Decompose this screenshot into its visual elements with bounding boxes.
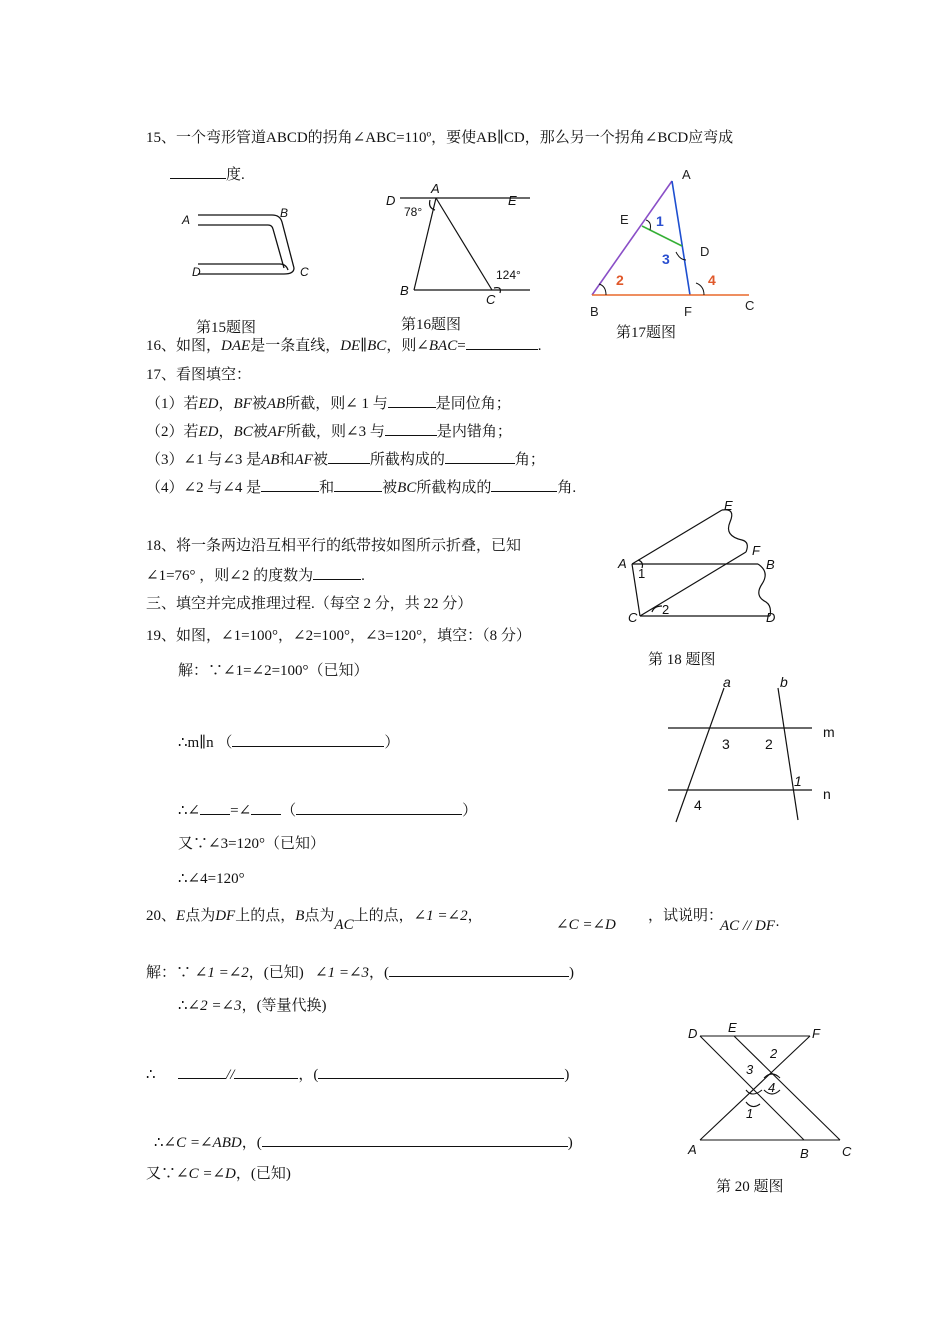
fig18-label-d: D [766, 610, 776, 625]
q16-line: 16、如图，DAE是一条直线，DE∥BC，则∠BAC= . [146, 335, 541, 356]
fig20-label-b: B [800, 1146, 809, 1161]
q17-3a-blank[interactable] [328, 449, 370, 464]
q20-statement: 20、E点为DF上的点，B点为AC上的点，∠1 =∠2， [146, 908, 483, 933]
fig16-label-c: C [486, 292, 496, 307]
figure-17 [584, 164, 764, 324]
fig17-label-f: F [684, 304, 692, 319]
fig19-num-1: 1 [794, 773, 802, 789]
q20-step3: ∴ // ，( ) [146, 1064, 569, 1085]
fig15-label-b: B [280, 206, 289, 220]
q20-step4: ∴∠C =∠ABD，( ) [154, 1132, 573, 1153]
fig17-label-a: A [682, 167, 691, 182]
fig16-angle-78: 78° [404, 205, 423, 219]
fig19-label-a: a [723, 674, 731, 690]
fig18-label-a: A [618, 556, 627, 571]
fig18-caption: 第 18 题图 [648, 652, 716, 668]
q20-step2: ∴∠2 =∠3，(等量代换) [178, 998, 327, 1014]
q17-2-blank[interactable] [385, 421, 437, 436]
q17-1-blank[interactable] [388, 393, 436, 408]
fig16-caption: 第16题图 [401, 317, 462, 333]
q19-reason1-blank[interactable] [232, 732, 384, 747]
fig18-num-1: 1 [638, 566, 646, 581]
q16-answer-blank[interactable] [466, 335, 538, 350]
figure-15 [176, 198, 326, 288]
q20-step5: 又∵∠C =∠D，(已知) [146, 1166, 291, 1182]
fig17-label-b: B [590, 304, 599, 319]
fig17-caption: 第17题图 [616, 325, 677, 341]
q20-line-a-blank[interactable] [178, 1064, 226, 1079]
fig20-num-2: 2 [770, 1046, 778, 1061]
figure-20 [680, 1018, 860, 1164]
figure-16 [380, 178, 540, 308]
q17-line2: （2）若ED，BC被AF所截，则∠3 与 是内错角； [146, 421, 512, 442]
q20-reason2-blank[interactable] [318, 1064, 564, 1079]
fig20-label-f: F [812, 1026, 820, 1041]
q17-line3: （3）∠1 与∠3 是AB和AF被 所截构成的 角； [146, 449, 545, 470]
q20-reason3-blank[interactable] [262, 1132, 568, 1147]
fig19-num-2: 2 [765, 736, 773, 752]
fig20-label-c: C [842, 1144, 852, 1159]
q19-step1: 解：∵∠1=∠2=100°（已知） [178, 663, 369, 679]
q15-line1: 15、一个弯形管道ABCD的拐角∠ABC=110º，要使AB∥CD，那么另一个拐角∠BCD应弯成 [146, 130, 734, 146]
q15-answer-blank[interactable] [170, 164, 226, 179]
fig18-label-b: B [766, 557, 775, 572]
fig16-label-a: A [431, 181, 440, 196]
fig16-label-d: D [386, 193, 396, 208]
fig17-label-e: E [620, 212, 629, 227]
fig17-num-2: 2 [616, 272, 624, 288]
q17-4b-blank[interactable] [334, 477, 382, 492]
fig15-label-c: C [300, 265, 309, 279]
fig20-caption: 第 20 题图 [716, 1179, 784, 1195]
fig20-label-d: D [688, 1026, 698, 1041]
fig15-label-a: A [182, 213, 191, 227]
fig19-num-3: 3 [722, 736, 730, 752]
q19-angle-b-blank[interactable] [251, 800, 281, 815]
q17-4c-blank[interactable] [491, 477, 557, 492]
q18-line1: 18、将一条两边沿互相平行的纸带按如图所示折叠，已知 [146, 538, 522, 554]
q20-statement-c: ，试说明： [648, 908, 724, 924]
q19-step4: 又∵∠3=120°（已知） [178, 836, 326, 852]
figure-19 [662, 672, 842, 828]
figure-18 [616, 494, 796, 630]
section-3-title: 三、填空并完成推理过程.（每空 2 分，共 22 分） [146, 596, 473, 612]
q20-step1: 解：∵ ∠1 =∠2，(已知) ∠1 =∠3，( ) [146, 962, 574, 983]
fig16-label-b: B [400, 283, 409, 298]
fig17-label-c: C [745, 298, 755, 313]
q20-line-b-blank[interactable] [234, 1064, 298, 1079]
fig18-label-c: C [628, 610, 638, 625]
q17-title: 17、看图填空： [146, 367, 252, 383]
q17-line1: （1）若ED，BF被AB所截，则∠ 1 与 是同位角； [146, 393, 511, 414]
fig20-num-3: 3 [746, 1062, 754, 1077]
q18-line2: ∠1=76° ，则∠2 的度数为 . [146, 565, 365, 586]
q19-step2: ∴m∥n （ ） [178, 732, 399, 753]
fig18-label-f: F [752, 543, 760, 558]
fig16-angle-124: 124° [496, 268, 521, 282]
fig19-label-m: m [823, 724, 835, 740]
q20-reason1-blank[interactable] [389, 962, 569, 977]
fig20-num-4: 4 [768, 1080, 776, 1095]
q15-line2: 度. [170, 164, 245, 185]
fig20-label-e: E [728, 1020, 737, 1035]
fig17-label-d: D [700, 244, 710, 259]
fig17-num-1: 1 [656, 213, 664, 229]
fig19-label-b: b [780, 674, 788, 690]
q17-4a-blank[interactable] [261, 477, 319, 492]
q17-line4: （4）∠2 与∠4 是 和 被BC所截构成的 角. [146, 477, 576, 498]
q19-step3: ∴∠ =∠ （ ） [178, 800, 477, 821]
fig19-num-4: 4 [694, 797, 702, 813]
fig15-label-d: D [192, 265, 201, 279]
fig15-caption: 第15题图 [196, 320, 257, 336]
q20-statement-b: ∠C =∠D [556, 917, 616, 933]
q19-step5: ∴∠4=120° [178, 871, 245, 887]
fig20-label-a: A [688, 1142, 697, 1157]
fig18-num-2: 2 [662, 602, 670, 617]
fig20-num-1: 1 [746, 1106, 754, 1121]
q19-reason2-blank[interactable] [296, 800, 462, 815]
q18-answer-blank[interactable] [313, 565, 361, 580]
q19-title: 19、如图，∠1=100°，∠2=100°，∠3=120°，填空：（8 分） [146, 628, 531, 644]
fig19-label-n: n [823, 786, 831, 802]
fig17-num-3: 3 [662, 251, 670, 267]
q20-conclusion: AC // DF· [720, 918, 780, 934]
q17-3b-blank[interactable] [445, 449, 515, 464]
q19-angle-a-blank[interactable] [200, 800, 230, 815]
fig16-label-e: E [508, 193, 517, 208]
fig17-num-4: 4 [708, 272, 716, 288]
fig18-label-e: E [724, 498, 733, 513]
